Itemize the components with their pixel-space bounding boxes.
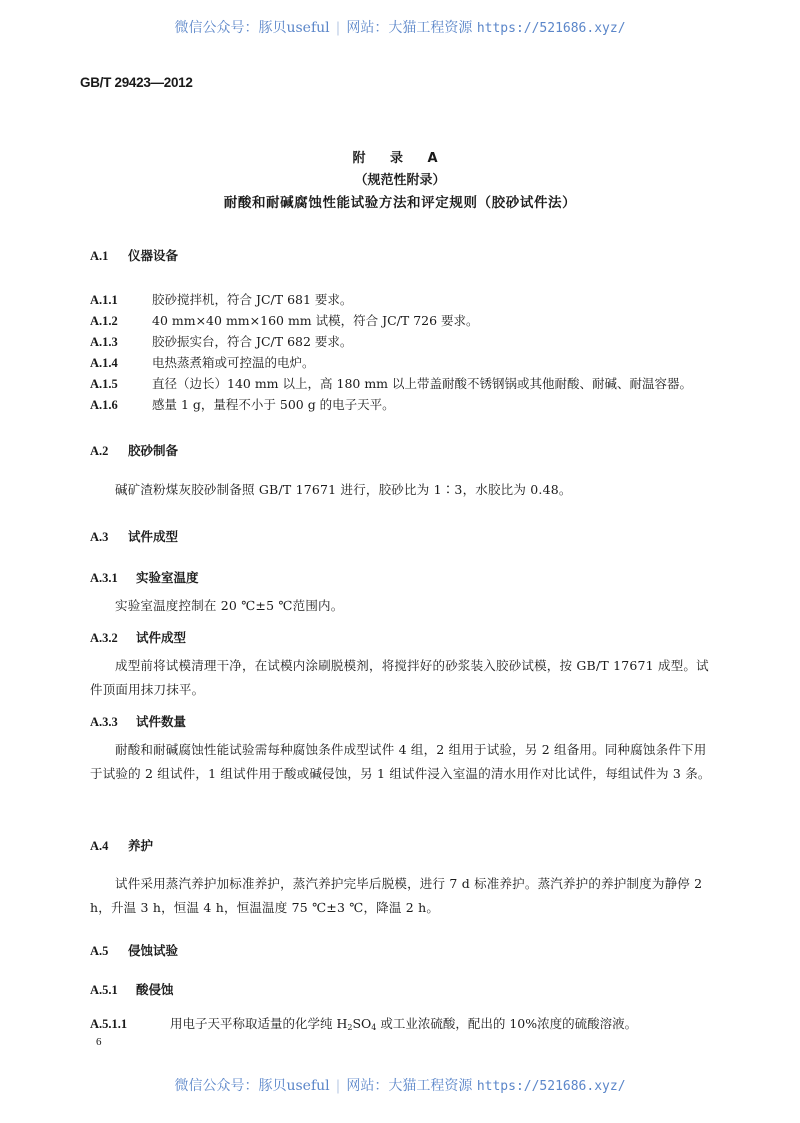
- section-heading-a5: [90, 941, 178, 959]
- watermark-site-label: 网站：大猫工程资源: [346, 1078, 473, 1094]
- list-item: [90, 311, 479, 329]
- section-heading-a51: [90, 980, 174, 998]
- watermark-separator: |: [335, 1078, 341, 1094]
- standard-code: GB/T 29423—2012: [80, 75, 193, 90]
- item-text-mid: SO: [352, 1016, 372, 1031]
- item-number: A.1.3: [90, 335, 118, 349]
- section-number: A.4: [90, 839, 109, 853]
- section-heading-a3: [90, 527, 178, 545]
- list-item: [90, 353, 315, 371]
- list-item: [90, 374, 692, 392]
- watermark-label: 微信公众号：豚贝useful: [174, 1078, 330, 1094]
- section-title: 仪器设备: [128, 248, 179, 263]
- item-number: A.1.1: [90, 293, 118, 307]
- list-item-a511: [90, 1014, 637, 1032]
- section-number: A.5.1: [90, 983, 118, 997]
- page-number: 6: [96, 1036, 102, 1048]
- section-number: A.5: [90, 944, 109, 958]
- watermark-url: https://521686.xyz/: [476, 1079, 626, 1094]
- watermark-site-label: 网站：大猫工程资源: [346, 20, 473, 36]
- section-heading-a2: [90, 441, 178, 459]
- section-heading-a31: [90, 568, 199, 586]
- item-text-after: 或工业浓硫酸，配出的 10%浓度的硫酸溶液。: [376, 1016, 638, 1031]
- section-title: 试件成型: [128, 529, 179, 544]
- section-title: 胶砂制备: [128, 443, 179, 458]
- list-item: [90, 332, 352, 350]
- paragraph: 耐酸和耐碱腐蚀性能试验需每种腐蚀条件成型试件 4 组，2 组用于试验，另 2 组备用。同种腐蚀条件下用于试验的 2 组试件，1 组试件用于酸或碱侵蚀，另 1 组试件浸入室温的清水用作对比试件，每组试件为 3 条。: [90, 742, 711, 781]
- paragraph: 成型前将试模清理干净，在试模内涂刷脱模剂，将搅拌好的砂浆装入胶砂试模，按 GB/T 17671 成型。试件顶面用抹刀抹平。: [90, 658, 709, 697]
- section-number: A.1: [90, 249, 109, 263]
- item-text: 电热蒸煮箱或可控温的电炉。: [152, 355, 315, 370]
- section-heading-a1: [90, 246, 178, 264]
- watermark-url: https://521686.xyz/: [476, 21, 626, 36]
- annex-heading: 附 录 A: [352, 151, 448, 166]
- section-number: A.3.1: [90, 571, 118, 585]
- subscript: 2: [347, 1023, 353, 1032]
- watermark-top: [0, 17, 800, 37]
- item-text: 直径（边长）140 mm 以上，高 180 mm 以上带盖耐酸不锈钢锅或其他耐酸、耐碱、耐温容器。: [152, 376, 692, 391]
- section-heading-a33: [90, 712, 186, 730]
- annex-type: （规范性附录）: [354, 173, 446, 188]
- subscript: 4: [371, 1023, 377, 1032]
- item-text: 40 mm×40 mm×160 mm 试模，符合 JC/T 726 要求。: [152, 313, 479, 328]
- section-number: A.3.3: [90, 715, 118, 729]
- item-number: A.5.1.1: [90, 1017, 128, 1031]
- section-title: 实验室温度: [136, 570, 199, 585]
- item-number: A.1.6: [90, 398, 118, 412]
- item-number: A.1.2: [90, 314, 118, 328]
- item-text-before: 用电子天平称取适量的化学纯 H: [170, 1016, 348, 1031]
- section-title: 侵蚀试验: [128, 943, 179, 958]
- section-number: A.3.2: [90, 631, 118, 645]
- paragraph: 实验室温度控制在 20 ℃±5 ℃范围内。: [115, 598, 344, 613]
- section-heading-a32: [90, 628, 186, 646]
- item-text: 胶砂振实台，符合 JC/T 682 要求。: [152, 334, 353, 349]
- annex-title: 耐酸和耐碱腐蚀性能试验方法和评定规则（胶砂试件法）: [223, 195, 577, 211]
- section-title: 酸侵蚀: [136, 982, 174, 997]
- list-item: [90, 290, 352, 308]
- section-title: 养护: [128, 838, 154, 853]
- section-heading-a4: [90, 836, 153, 854]
- paragraph: 试件采用蒸汽养护加标准养护，蒸汽养护完毕后脱模，进行 7 d 标准养护。蒸汽养护的养护制度为静停 2 h，升温 3 h，恒温 4 h，恒温温度 75 ℃±3 ℃，降温 2 h。: [90, 876, 703, 915]
- item-text: 感量 1 g，量程不小于 500 g 的电子天平。: [152, 397, 395, 412]
- paragraph: 碱矿渣粉煤灰胶砂制备照 GB/T 17671 进行，胶砂比为 1∶3，水胶比为 0.48。: [115, 482, 572, 497]
- item-text: 胶砂搅拌机，符合 JC/T 681 要求。: [152, 292, 353, 307]
- section-number: A.3: [90, 530, 109, 544]
- item-number: A.1.4: [90, 356, 118, 370]
- section-title: 试件成型: [136, 630, 187, 645]
- section-number: A.2: [90, 444, 109, 458]
- item-number: A.1.5: [90, 377, 118, 391]
- watermark-separator: |: [335, 20, 341, 36]
- section-title: 试件数量: [136, 714, 187, 729]
- watermark-bottom: [0, 1075, 800, 1095]
- watermark-label: 微信公众号：豚贝useful: [174, 20, 330, 36]
- list-item: [90, 395, 395, 413]
